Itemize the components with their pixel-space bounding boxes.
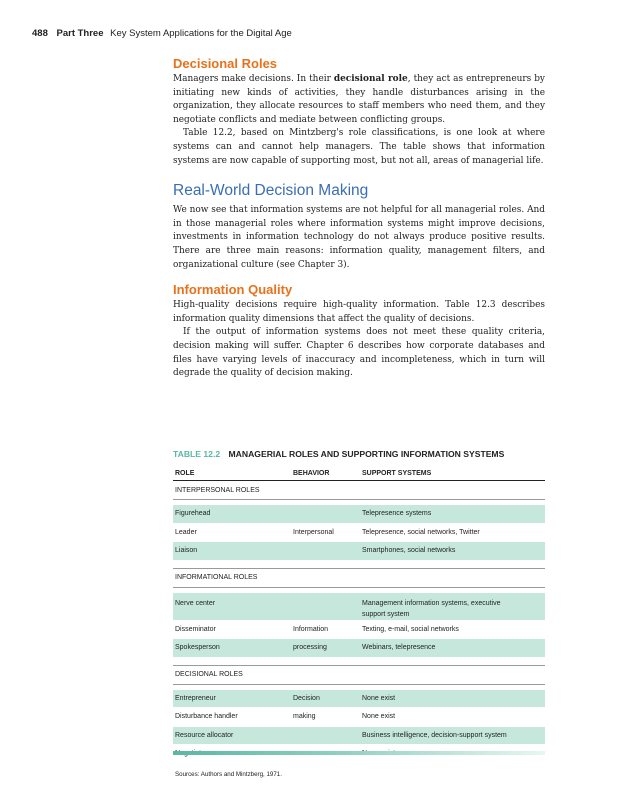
table-number: TABLE 12.2 (173, 449, 221, 459)
page-number: 488 (32, 28, 48, 39)
table-sources: Sources: Authors and Mintzberg, 1971. (175, 770, 282, 778)
part-title: Key System Applications for the Digital Age (110, 28, 292, 39)
section-informational: INFORMATIONAL ROLES (173, 569, 545, 588)
paragraph-decisional-2: Table 12.2, based on Mintzberg's role classifications, is one look at where systems can and cannot help managers. The table shows that information systems are now capable of supporting most, but not all, areas of managerial life. (173, 128, 545, 166)
section-interpersonal: INTERPERSONAL ROLES (173, 481, 545, 500)
part-label: Part Three (56, 28, 104, 39)
table-row: Liaison Smartphones, social networks (173, 542, 545, 561)
table-row: Figurehead Telepresence systems (173, 505, 545, 524)
table-row: Nerve center Management information systems, executive support system (173, 593, 545, 621)
table-caption (173, 449, 545, 459)
term-decisional-role: decisional role (333, 74, 408, 84)
table-row: Disseminator Information Texting, e-mail, social networks (173, 621, 545, 640)
table-row: Leader Interpersonal Telepresence, social networks, Twitter (173, 524, 545, 543)
paragraph-quality-2: If the output of information systems does not meet these quality criteria, decision making will suffer. Chapter 6 describes how corporate databases and files have varying levels of inaccuracy and incompleteness, which in turn will degrade the quality of decision making. (173, 327, 545, 379)
heading-decisional-roles: Decisional Roles (173, 56, 278, 71)
table-12-2 (173, 449, 545, 778)
table-row: Resource allocator Business intelligence, decision-support system (173, 727, 545, 746)
heading-real-world: Real-World Decision Making (173, 182, 369, 200)
heading-information-quality: Information Quality (173, 282, 293, 298)
table-row: Entrepreneur Decision None exist (173, 690, 545, 709)
section-decisional: DECISIONAL ROLES (173, 666, 545, 685)
table-bottom-rule (173, 751, 545, 755)
table-header-row (173, 467, 545, 481)
running-head (32, 28, 292, 39)
paragraph-quality-1: High-quality decisions require high-quality information. Table 12.3 describes information quality dimensions that affect the quality of decisions. (173, 300, 545, 324)
table-row: Spokesperson processing Webinars, telepresence (173, 639, 545, 658)
header-role: ROLE (175, 470, 195, 477)
table-title: MANAGERIAL ROLES AND SUPPORTING INFORMATION SYSTEMS (228, 449, 505, 459)
paragraph-decisional-1: Managers make decisions. In their decisional role, they act as entrepreneurs by initiating new kinds of activities, they handle disturbances arising in the organization, they allocate resources to staff members who need them, and they negotiate conflicts and mediate between conflicting groups. (173, 74, 545, 125)
body-text (173, 56, 545, 381)
header-behavior: BEHAVIOR (293, 470, 330, 477)
header-support: SUPPORT SYSTEMS (362, 470, 432, 477)
paragraph-real-world-1: We now see that information systems are not helpful for all managerial roles. And in those managerial roles where information systems might improve decisions, investments in information technology do not always produce positive results. There are three main reasons: information quality, management filters, and organizational culture (see Chapter 3). (173, 205, 545, 270)
table-row: Disturbance handler making None exist (173, 708, 545, 727)
